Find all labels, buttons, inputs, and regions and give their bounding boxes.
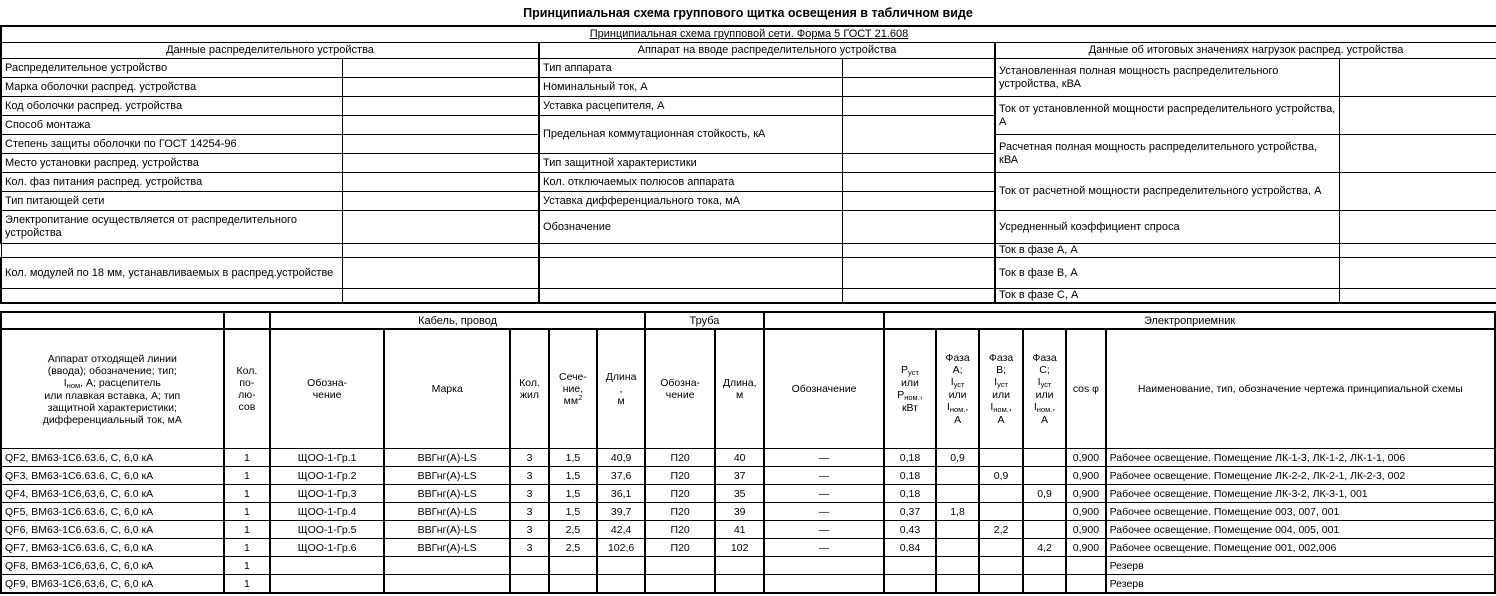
cell-cable-designation[interactable] <box>270 575 384 594</box>
label-installation-place: Место установки распред. устройства <box>1 154 342 173</box>
cell-cores[interactable]: 3 <box>510 539 548 557</box>
cell-name[interactable]: Рабочее освещение. Помещение 004, 005, 001 <box>1106 521 1495 539</box>
cell-cos-phi[interactable]: 0,900 <box>1066 485 1105 503</box>
cell-consumer-designation[interactable]: — <box>764 449 884 467</box>
value-supply-network-type[interactable] <box>342 192 539 211</box>
cell-cable-designation[interactable]: ЩОО-1-Гр.2 <box>270 467 384 485</box>
value-average-demand-factor[interactable] <box>1339 211 1496 244</box>
label-designation: Обозначение <box>539 211 842 244</box>
cell-consumer-designation[interactable] <box>764 575 884 594</box>
cell-apparatus[interactable]: QF7, ВМ63-1С6.63.6, С, 6,0 кА <box>1 539 224 557</box>
cell-phase-a[interactable] <box>936 467 979 485</box>
cell-phase-b[interactable] <box>979 539 1022 557</box>
value-protection-degree[interactable] <box>342 135 539 154</box>
value-designation[interactable] <box>842 211 995 244</box>
cell-power[interactable]: 0,84 <box>884 539 936 557</box>
table-row <box>1 449 1495 467</box>
cell-cos-phi[interactable]: 0,900 <box>1066 521 1105 539</box>
label-average-demand-factor: Усредненный коэффициент спроса <box>995 211 1339 244</box>
cell-cos-phi[interactable] <box>1066 557 1105 575</box>
band-consumer: Электроприемник <box>884 312 1495 329</box>
cell-name[interactable]: Резерв <box>1106 557 1495 575</box>
value-calculated-power[interactable] <box>1339 135 1496 173</box>
cell-pipe-length[interactable]: 102 <box>715 539 764 557</box>
page-title: Принципиальная схема группового щитка освещения в табличном виде <box>523 6 973 20</box>
cell-cable-length[interactable]: 42,4 <box>597 521 645 539</box>
cell-name[interactable]: Резерв <box>1106 575 1495 594</box>
cell-section[interactable]: 2,5 <box>549 521 598 539</box>
cell-power[interactable]: 0,43 <box>884 521 936 539</box>
label-switched-poles: Кол. отключаемых полюсов аппарата <box>539 173 842 192</box>
switchboard-data-table <box>0 25 1496 304</box>
cell-phase-a[interactable]: 1,8 <box>936 503 979 521</box>
header-apparatus: Аппарат отходящей линии (ввода); обозначение; тип; $I_{ном}$, А; расцепитель или плавкая вставка, А; тип защитной характеристики; дифференциальный ток, мА <box>1 329 224 449</box>
cell-phase-c[interactable] <box>1023 521 1066 539</box>
cell-cable-length[interactable] <box>597 557 645 575</box>
cell-phase-b[interactable]: 2,2 <box>979 521 1022 539</box>
label-current-phase-b: Ток в фазе В, А <box>995 258 1339 289</box>
cell-consumer-designation[interactable]: — <box>764 503 884 521</box>
cell-poles[interactable]: 1 <box>224 521 271 539</box>
label-differential-current: Уставка дифференциального тока, мА <box>539 192 842 211</box>
cell-apparatus[interactable]: QF9, ВМ63-1С6,63,6, С, 6,0 кА <box>1 575 224 594</box>
table-row <box>1 244 1496 258</box>
cell-cable-brand[interactable]: ВВГнг(А)-LS <box>384 449 510 467</box>
cell-power[interactable]: 0,18 <box>884 449 936 467</box>
cell-cores[interactable]: 3 <box>510 485 548 503</box>
cell-phase-a[interactable] <box>936 521 979 539</box>
value-apparatus-type[interactable] <box>842 59 995 78</box>
header-cable-length: Длина , м <box>597 329 645 449</box>
cell-cable-brand[interactable]: ВВГнг(А)-LS <box>384 503 510 521</box>
cell-phase-c[interactable] <box>1023 449 1066 467</box>
cell-phase-b[interactable] <box>979 575 1022 594</box>
label-current-phase-a: Ток в фазе А, А <box>995 244 1339 258</box>
cell-pipe-designation[interactable] <box>645 575 715 594</box>
band-row <box>1 43 1496 59</box>
cell-cores[interactable]: 3 <box>510 467 548 485</box>
cell-apparatus[interactable]: QF5, ВМ63-1С6.63.6, С, 6,0 кА <box>1 503 224 521</box>
cell-section[interactable]: 1,5 <box>549 485 598 503</box>
cell-phase-a[interactable]: 0,9 <box>936 449 979 467</box>
cell-cable-brand[interactable]: ВВГнг(А)-LS <box>384 467 510 485</box>
table-row <box>1 289 1496 304</box>
cell-pipe-length[interactable]: 40 <box>715 449 764 467</box>
cell-pipe-designation[interactable] <box>645 557 715 575</box>
cell-cable-brand[interactable] <box>384 557 510 575</box>
cell-phase-c[interactable]: 0,9 <box>1023 485 1066 503</box>
value-differential-current[interactable] <box>842 192 995 211</box>
cell-power[interactable] <box>884 557 936 575</box>
table-row <box>1 521 1495 539</box>
label-release-setting: Уставка расцепителя, А <box>539 97 842 116</box>
header-consumer-designation: Обозначение <box>764 329 884 449</box>
header-cable-designation: Обозна- чение <box>270 329 384 449</box>
cell-pipe-length[interactable]: 37 <box>715 467 764 485</box>
cell-pipe-designation[interactable]: П20 <box>645 449 715 467</box>
cell-cable-designation[interactable]: ЩОО-1-Гр.1 <box>270 449 384 467</box>
label-spacer-left <box>1 244 342 258</box>
cell-apparatus[interactable]: QF3, ВМ63-1С6.63.6, С, 6,0 кА <box>1 467 224 485</box>
cell-pipe-designation[interactable]: П20 <box>645 521 715 539</box>
cell-phase-b[interactable] <box>979 485 1022 503</box>
cell-power[interactable]: 0,18 <box>884 485 936 503</box>
band-pipe: Труба <box>645 312 764 329</box>
header-pipe-designation: Обозна- чение <box>645 329 715 449</box>
cell-apparatus[interactable]: QF4, ВМ63-1С6,63,6, С, 6.0 кА <box>1 485 224 503</box>
cell-pipe-length[interactable]: 41 <box>715 521 764 539</box>
cell-section[interactable] <box>549 557 598 575</box>
label-enclosure-brand: Марка оболочки распред. устройства <box>1 78 342 97</box>
value-current-installed-power[interactable] <box>1339 97 1496 135</box>
label-current-phase-c: Ток в фазе С, А <box>995 289 1339 304</box>
table-row <box>1 503 1495 521</box>
value-nominal-current[interactable] <box>842 78 995 97</box>
header-phase-a: Фаза А; $I_{уст}$ или $I_{ном.}$, А <box>936 329 979 449</box>
cell-cable-designation[interactable]: ЩОО-1-Гр.4 <box>270 503 384 521</box>
cell-cos-phi[interactable]: 0,900 <box>1066 467 1105 485</box>
cell-pipe-length[interactable] <box>715 575 764 594</box>
value-spacer-left-2[interactable] <box>342 289 539 304</box>
cell-name[interactable]: Рабочее освещение. Помещение 003, 007, 001 <box>1106 503 1495 521</box>
table-row <box>1 59 1496 78</box>
cell-power[interactable] <box>884 575 936 594</box>
cell-phase-a[interactable] <box>936 575 979 594</box>
cell-poles[interactable]: 1 <box>224 449 271 467</box>
cell-consumer-designation[interactable]: — <box>764 539 884 557</box>
value-current-phase-a[interactable] <box>1339 244 1496 258</box>
band-empty-poles <box>224 312 271 329</box>
cell-pipe-designation[interactable]: П20 <box>645 539 715 557</box>
cell-pipe-length[interactable]: 35 <box>715 485 764 503</box>
cell-cores[interactable] <box>510 575 548 594</box>
cell-poles[interactable]: 1 <box>224 539 271 557</box>
group-network-table <box>0 311 1496 594</box>
cell-cos-phi[interactable]: 0,900 <box>1066 503 1105 521</box>
label-phase-count: Кол. фаз питания распред. устройства <box>1 173 342 192</box>
cell-phase-c[interactable] <box>1023 503 1066 521</box>
value-enclosure-code[interactable] <box>342 97 539 116</box>
table-separator <box>0 304 1496 311</box>
form-caption: Принципиальная схема групповой сети. Форма 5 ГОСТ 21.608 <box>1 26 1496 43</box>
label-protection-characteristic: Тип защитной характеристики <box>539 154 842 173</box>
cell-phase-c[interactable]: 4,2 <box>1023 539 1066 557</box>
value-current-calculated-power[interactable] <box>1339 173 1496 211</box>
cell-name[interactable]: Рабочее освещение. Помещение ЛК-3-2, ЛК-3-1, 001 <box>1106 485 1495 503</box>
cell-consumer-designation[interactable]: — <box>764 467 884 485</box>
header-power: $P_{уст}$ или $P_{ном.}$, кВт <box>884 329 936 449</box>
header-phase-c: Фаза С; $I_{уст}$ или $I_{ном.}$, А <box>1023 329 1066 449</box>
cell-cores[interactable] <box>510 557 548 575</box>
header-cable-brand: Марка <box>384 329 510 449</box>
cell-phase-a[interactable] <box>936 557 979 575</box>
cell-apparatus[interactable]: QF6, ВМ63-1С6.63.6, С, 6,0 кА <box>1 521 224 539</box>
cell-pipe-designation[interactable]: П20 <box>645 485 715 503</box>
cell-cores[interactable]: 3 <box>510 503 548 521</box>
band-empty-designation <box>764 312 884 329</box>
cell-name[interactable]: Рабочее освещение. Помещение ЛК-1-3, ЛК-1-2, ЛК-1-1, 006 <box>1106 449 1495 467</box>
header-cores: Кол. жил <box>510 329 548 449</box>
cell-cable-brand[interactable]: ВВГнг(А)-LS <box>384 485 510 503</box>
value-installed-power[interactable] <box>1339 59 1496 97</box>
value-enclosure-brand[interactable] <box>342 78 539 97</box>
cell-cable-length[interactable]: 37,6 <box>597 467 645 485</box>
cell-phase-b[interactable] <box>979 449 1022 467</box>
value-middle-blank-1[interactable] <box>842 244 995 258</box>
value-current-phase-c[interactable] <box>1339 289 1496 304</box>
label-protection-degree: Степень защиты оболочки по ГОСТ 14254-96 <box>1 135 342 154</box>
cell-cable-length[interactable]: 36,1 <box>597 485 645 503</box>
cell-consumer-designation[interactable]: — <box>764 485 884 503</box>
cell-cable-designation[interactable]: ЩОО-1-Гр.6 <box>270 539 384 557</box>
cell-phase-c[interactable] <box>1023 575 1066 594</box>
label-installed-power: Установленная полная мощность распределительного устройства, кВА <box>995 59 1339 97</box>
cell-phase-c[interactable] <box>1023 557 1066 575</box>
cell-cable-brand[interactable] <box>384 575 510 594</box>
table-row <box>1 575 1495 594</box>
band-total-loads: Данные об итоговых значениях нагрузок распред. устройства <box>995 43 1496 59</box>
cell-name[interactable]: Рабочее освещение. Помещение ЛК-2-2, ЛК-2-1, ЛК-2-3, 002 <box>1106 467 1495 485</box>
cell-apparatus[interactable]: QF2, ВМ63-1С6.63.6, С, 6,0 кА <box>1 449 224 467</box>
cell-pipe-length[interactable] <box>715 557 764 575</box>
label-middle-blank-2 <box>539 258 842 289</box>
cell-poles[interactable]: 1 <box>224 503 271 521</box>
band-input-apparatus: Аппарат на вводе распределительного устройства <box>539 43 995 59</box>
band-cable: Кабель, провод <box>270 312 645 329</box>
cell-cos-phi[interactable]: 0,900 <box>1066 539 1105 557</box>
label-current-calculated-power: Ток от расчетной мощности распределительного устройства, А <box>995 173 1339 211</box>
lower-header-row <box>1 329 1495 449</box>
value-breaking-capacity[interactable] <box>842 116 995 154</box>
cell-phase-b[interactable] <box>979 503 1022 521</box>
lower-band-row <box>1 312 1495 329</box>
header-phase-b: Фаза В; $I_{уст}$ или $I_{ном.}$, А <box>979 329 1022 449</box>
cell-cable-designation[interactable]: ЩОО-1-Гр.5 <box>270 521 384 539</box>
cell-cable-brand[interactable]: ВВГнг(А)-LS <box>384 539 510 557</box>
label-breaking-capacity: Предельная коммутационная стойкость, кА <box>539 116 842 154</box>
value-spacer-left[interactable] <box>342 244 539 258</box>
label-apparatus-type: Тип аппарата <box>539 59 842 78</box>
label-supply-network-type: Тип питающей сети <box>1 192 342 211</box>
table-row <box>1 557 1495 575</box>
header-name: Наименование, тип, обозначение чертежа принципиальной схемы <box>1106 329 1495 449</box>
value-middle-blank-3[interactable] <box>842 289 995 304</box>
value-module-count[interactable] <box>342 258 539 289</box>
label-spacer-left-2 <box>1 289 342 304</box>
form-caption-row <box>1 26 1496 43</box>
cell-phase-c[interactable] <box>1023 467 1066 485</box>
header-pipe-length: Длина, м <box>715 329 764 449</box>
cell-poles[interactable]: 1 <box>224 467 271 485</box>
cell-cos-phi[interactable]: 0,900 <box>1066 449 1105 467</box>
table-row <box>1 467 1495 485</box>
table-row <box>1 258 1496 289</box>
cell-cos-phi[interactable] <box>1066 575 1105 594</box>
cell-poles[interactable]: 1 <box>224 557 271 575</box>
cell-cable-length[interactable]: 40,9 <box>597 449 645 467</box>
value-switched-poles[interactable] <box>842 173 995 192</box>
cell-section[interactable] <box>549 575 598 594</box>
label-power-supplied-from: Электропитание осуществляется от распределительного устройства <box>1 211 342 244</box>
cell-cable-brand[interactable]: ВВГнг(А)-LS <box>384 521 510 539</box>
cell-power[interactable]: 0,37 <box>884 503 936 521</box>
cell-cores[interactable]: 3 <box>510 449 548 467</box>
band-empty-left <box>1 312 224 329</box>
value-protection-characteristic[interactable] <box>842 154 995 173</box>
cell-phase-a[interactable] <box>936 539 979 557</box>
cell-section[interactable]: 1,5 <box>549 467 598 485</box>
cell-cable-designation[interactable] <box>270 557 384 575</box>
cell-cable-designation[interactable]: ЩОО-1-Гр.3 <box>270 485 384 503</box>
table-row <box>1 173 1496 192</box>
cell-name[interactable]: Рабочее освещение. Помещение 001, 002,006 <box>1106 539 1495 557</box>
label-calculated-power: Расчетная полная мощность распределительного устройства, кВА <box>995 135 1339 173</box>
label-enclosure-code: Код оболочки распред. устройства <box>1 97 342 116</box>
cell-consumer-designation[interactable]: — <box>764 521 884 539</box>
value-installation-place[interactable] <box>342 154 539 173</box>
header-section: Сече- ние, $мм^2$ <box>549 329 598 449</box>
cell-section[interactable]: 1,5 <box>549 503 598 521</box>
value-release-setting[interactable] <box>842 97 995 116</box>
cell-phase-a[interactable] <box>936 485 979 503</box>
cell-phase-b[interactable]: 0,9 <box>979 467 1022 485</box>
cell-phase-b[interactable] <box>979 557 1022 575</box>
value-phase-count[interactable] <box>342 173 539 192</box>
cell-section[interactable]: 1,5 <box>549 449 598 467</box>
label-nominal-current: Номинальный ток, А <box>539 78 842 97</box>
label-module-count: Кол. модулей по 18 мм, устанавливаемых в распред.устройстве <box>1 258 342 289</box>
label-current-installed-power: Ток от установленной мощности распределительного устройства, А <box>995 97 1339 135</box>
cell-poles[interactable]: 1 <box>224 485 271 503</box>
value-middle-blank-2[interactable] <box>842 258 995 289</box>
table-row <box>1 485 1495 503</box>
value-current-phase-b[interactable] <box>1339 258 1496 289</box>
value-power-supplied-from[interactable] <box>342 211 539 244</box>
cell-cores[interactable]: 3 <box>510 521 548 539</box>
label-mounting-method: Способ монтажа <box>1 116 342 135</box>
value-distribution-device[interactable] <box>342 59 539 78</box>
cell-pipe-length[interactable]: 39 <box>715 503 764 521</box>
table-row <box>1 97 1496 116</box>
cell-pipe-designation[interactable]: П20 <box>645 503 715 521</box>
cell-consumer-designation[interactable] <box>764 557 884 575</box>
cell-cable-length[interactable]: 39,7 <box>597 503 645 521</box>
lower-rows-body <box>1 449 1495 594</box>
header-poles: Кол. по- лю- сов <box>224 329 271 449</box>
cell-section[interactable]: 2,5 <box>549 539 598 557</box>
cell-apparatus[interactable]: QF8, ВМ63-1С6,63,6, С, 6,0 кА <box>1 557 224 575</box>
cell-power[interactable]: 0,18 <box>884 467 936 485</box>
table-row <box>1 539 1495 557</box>
band-distribution-device: Данные распределительного устройства <box>1 43 539 59</box>
header-cos-phi: cos φ <box>1066 329 1105 449</box>
cell-poles[interactable]: 1 <box>224 575 271 594</box>
label-distribution-device: Распределительное устройство <box>1 59 342 78</box>
cell-cable-length[interactable] <box>597 575 645 594</box>
cell-cable-length[interactable]: 102,6 <box>597 539 645 557</box>
table-row <box>1 211 1496 244</box>
cell-pipe-designation[interactable]: П20 <box>645 467 715 485</box>
label-middle-blank-1 <box>539 244 842 258</box>
value-mounting-method[interactable] <box>342 116 539 135</box>
label-middle-blank-3 <box>539 289 842 304</box>
